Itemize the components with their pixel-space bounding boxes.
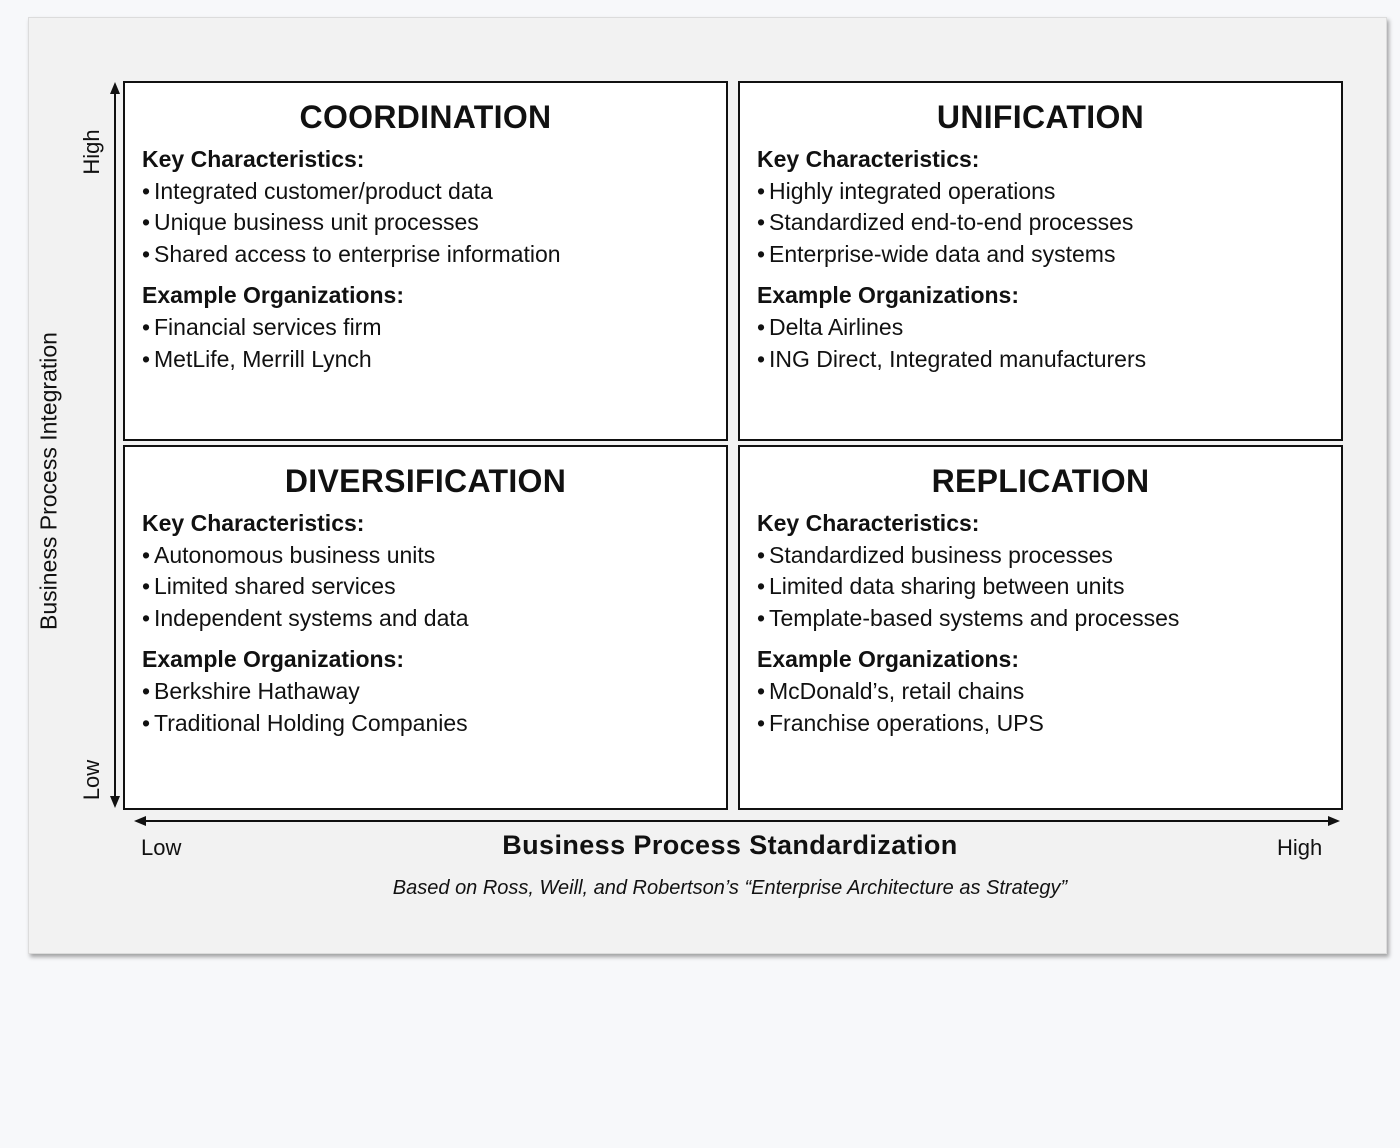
list-item: • Franchise operations, UPS (757, 708, 1331, 739)
y-axis-arrow-up (110, 82, 120, 94)
quadrant-unification (738, 81, 1343, 441)
quadrant-replication (738, 445, 1343, 810)
bullet-icon: • (142, 709, 151, 736)
bullet-icon: • (757, 345, 766, 372)
bullet-icon: • (142, 240, 151, 267)
list-item: • Integrated customer/product data (142, 176, 716, 207)
list-item: • ING Direct, Integrated manufacturers (757, 344, 1331, 375)
x-axis-arrow-left (134, 816, 146, 826)
list-item: • Enterprise-wide data and systems (757, 239, 1331, 270)
x-axis-arrow-right (1328, 816, 1340, 826)
quadrant-body (757, 509, 1331, 739)
list-item: • Limited shared services (142, 571, 716, 602)
bullet-icon: • (142, 178, 151, 204)
list-item: • Standardized business processes (757, 540, 1331, 571)
quadrant-title: UNIFICATION (936, 99, 1145, 135)
x-axis-low-label: Low (141, 835, 182, 860)
examples-heading: Example Organizations: (757, 646, 1020, 673)
list-item: • Independent systems and data (142, 603, 716, 634)
list-item: • Delta Airlines (757, 312, 1331, 343)
list-item: • Highly integrated operations (757, 176, 1331, 207)
source-caption: Based on Ross, Weill, and Robertson’s “Enterprise Architecture as Strategy” (392, 877, 1068, 899)
list-item: • McDonald’s, retail chains (757, 676, 1331, 707)
x-axis-high-label: High (1277, 835, 1323, 860)
bullet-icon: • (757, 542, 766, 568)
bullet-icon: • (142, 604, 151, 631)
list-item: • Berkshire Hathaway (142, 676, 716, 707)
bullet-icon: • (757, 178, 766, 204)
y-axis-title: Business Process Integration (35, 332, 62, 630)
y-axis-high-label: High (79, 129, 104, 175)
bullet-icon: • (757, 709, 766, 736)
examples-heading: Example Organizations: (757, 282, 1020, 309)
y-axis-arrow-down (110, 796, 120, 808)
bullet-icon: • (142, 678, 151, 705)
bullet-icon: • (757, 573, 766, 600)
bullet-icon: • (757, 604, 766, 631)
characteristics-heading: Key Characteristics: (142, 510, 365, 536)
quadrant-body (142, 145, 716, 375)
bullet-icon: • (757, 240, 766, 267)
quadrant-body (142, 509, 716, 739)
bullet-icon: • (142, 209, 151, 236)
quadrant-coordination (123, 81, 728, 441)
characteristics-heading: Key Characteristics: (757, 146, 980, 172)
list-item: • MetLife, Merrill Lynch (142, 344, 716, 375)
x-axis-title: Business Process Standardization (502, 830, 958, 860)
examples-heading: Example Organizations: (142, 282, 405, 309)
bullet-icon: • (757, 209, 766, 236)
list-item: • Autonomous business units (142, 540, 716, 571)
bullet-icon: • (142, 573, 151, 600)
bullet-icon: • (142, 345, 151, 372)
y-axis-low-label: Low (79, 759, 104, 801)
characteristics-heading: Key Characteristics: (757, 510, 980, 536)
bullet-icon: • (142, 314, 151, 341)
quadrant-body (757, 145, 1331, 375)
list-item: • Financial services firm (142, 312, 716, 343)
list-item: • Limited data sharing between units (757, 571, 1331, 602)
quadrant-diversification (123, 445, 728, 810)
bullet-icon: • (757, 678, 766, 705)
characteristics-heading: Key Characteristics: (142, 146, 365, 172)
examples-heading: Example Organizations: (142, 646, 405, 673)
list-item: • Traditional Holding Companies (142, 708, 716, 739)
quadrant-title: COORDINATION (299, 99, 552, 135)
quadrant-title: DIVERSIFICATION (284, 463, 567, 499)
quadrant-title: REPLICATION (931, 463, 1150, 499)
bullet-icon: • (757, 314, 766, 341)
list-item: • Shared access to enterprise information (142, 239, 716, 270)
list-item: • Standardized end-to-end processes (757, 207, 1331, 238)
bullet-icon: • (142, 542, 151, 568)
list-item: • Template-based systems and processes (757, 603, 1331, 634)
list-item: • Unique business unit processes (142, 207, 716, 238)
